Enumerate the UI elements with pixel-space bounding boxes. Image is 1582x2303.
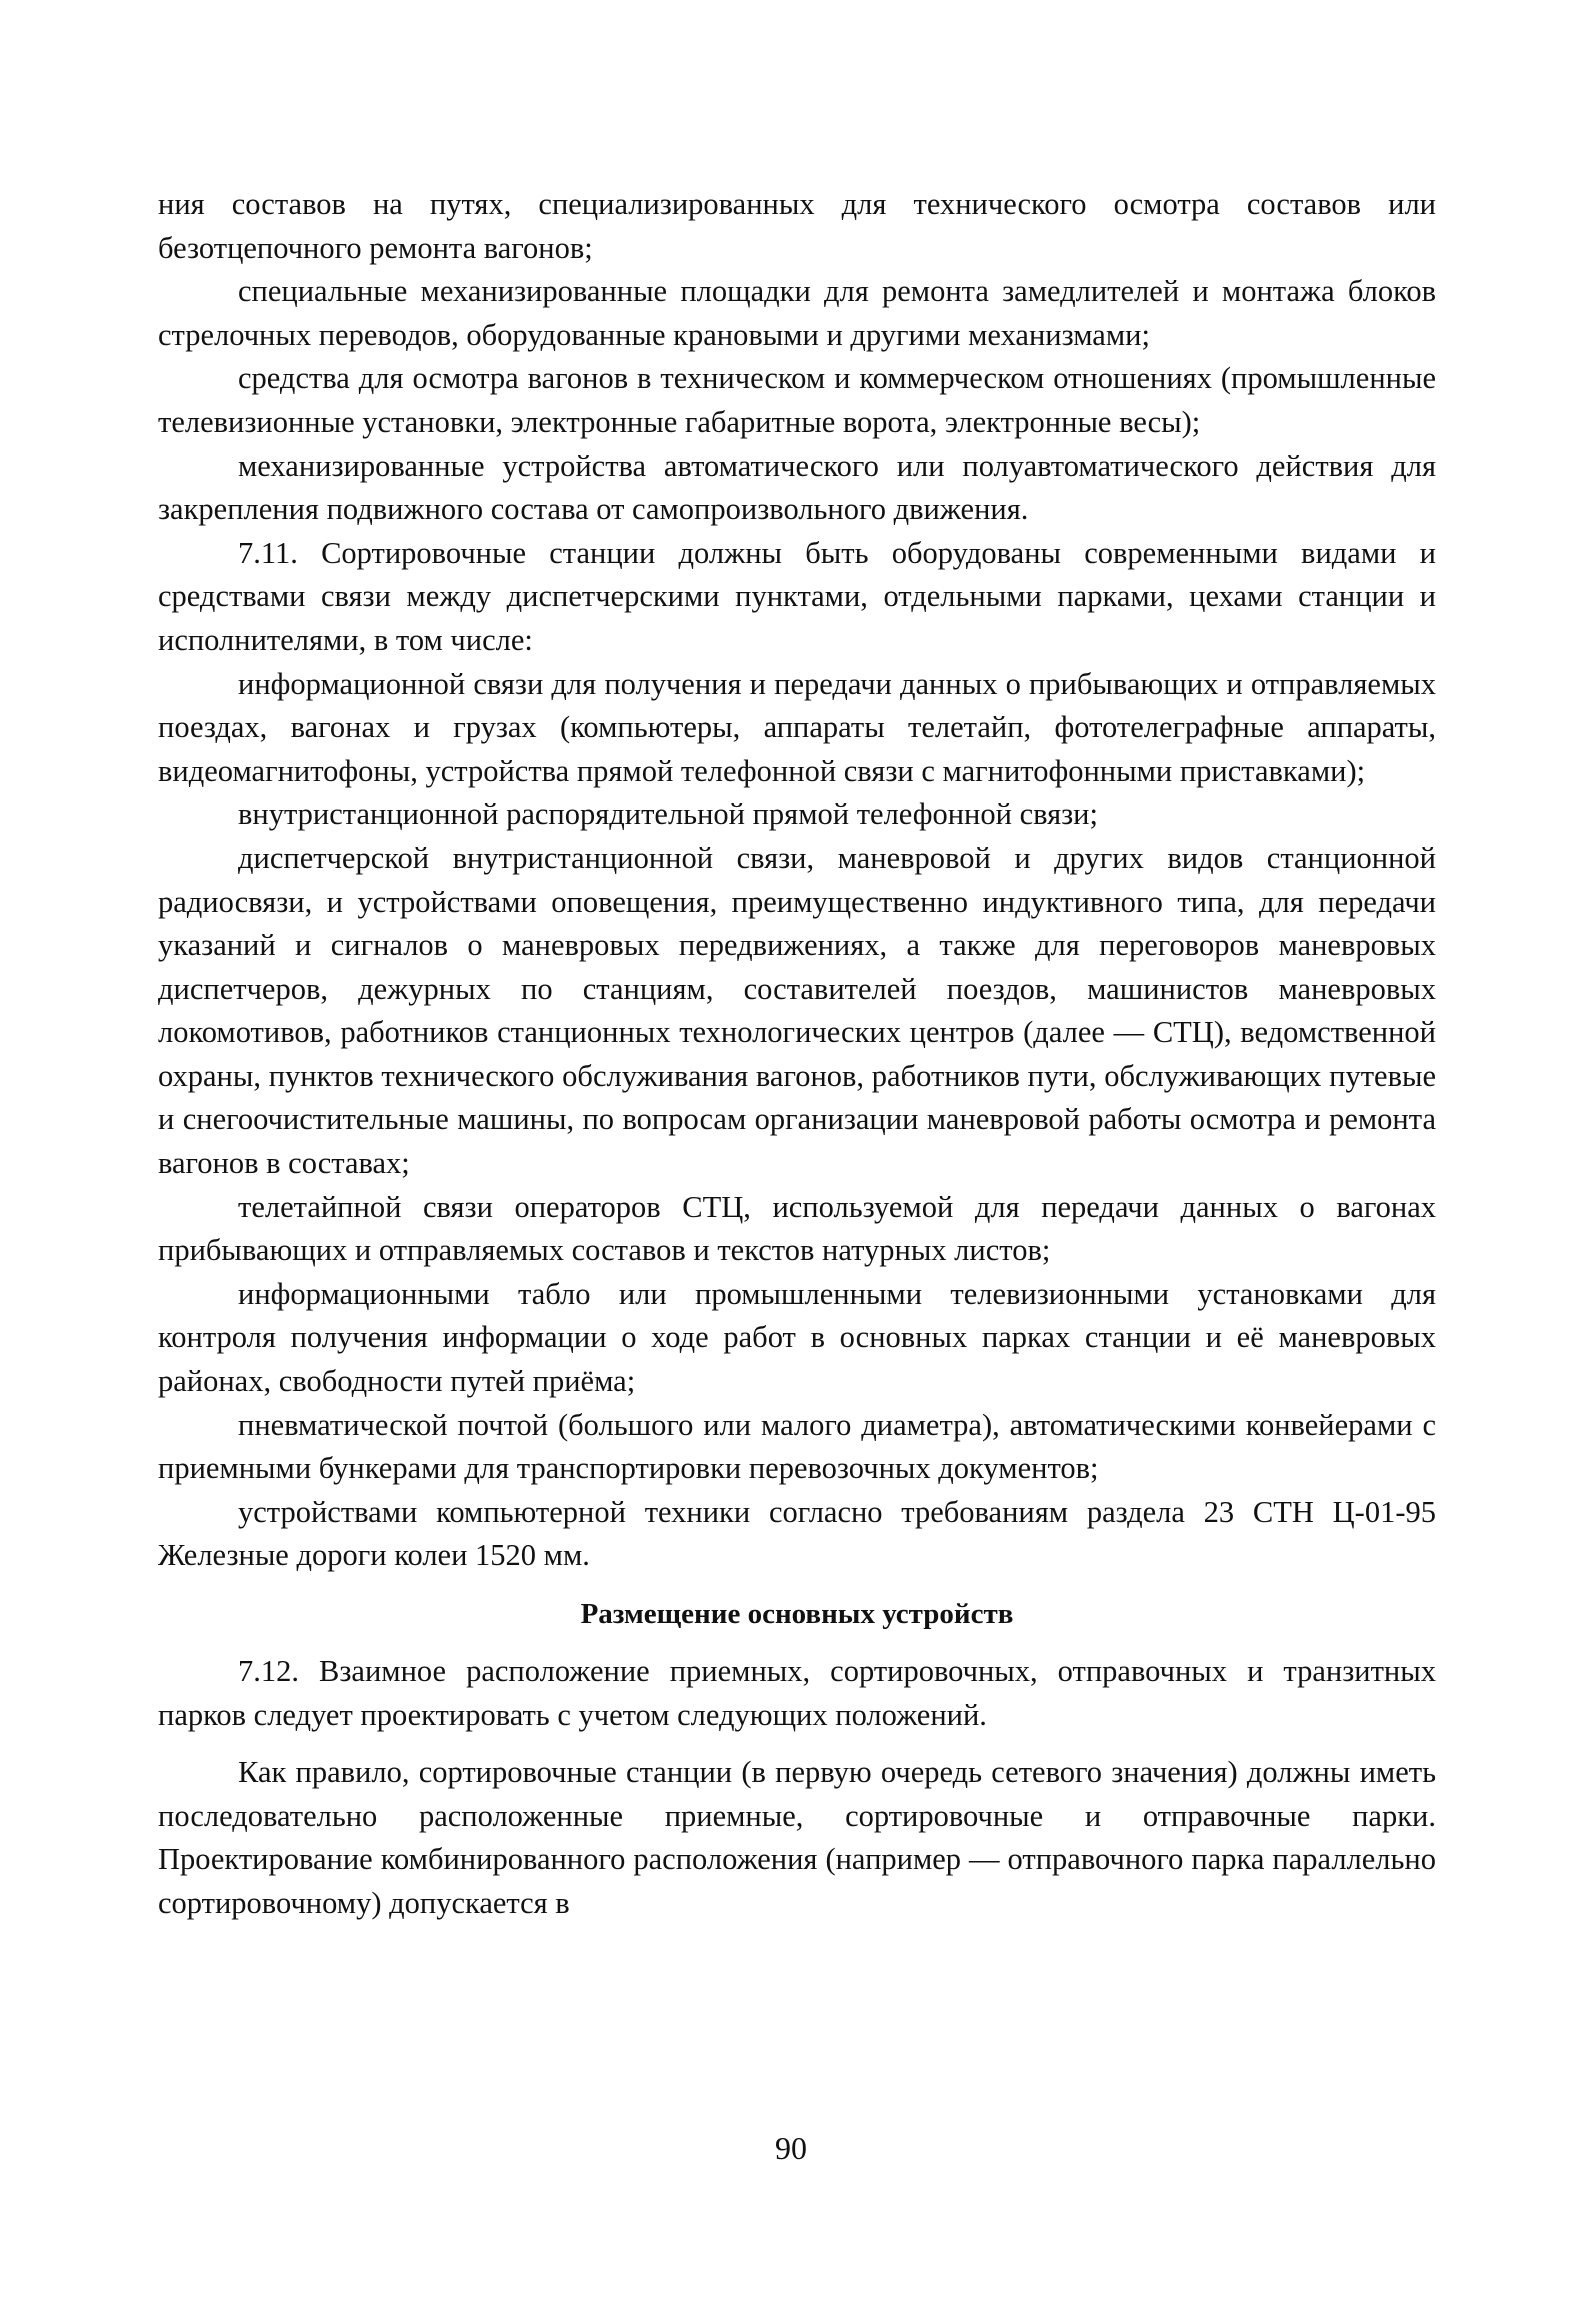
paragraph-list-item: информационной связи для получения и передачи данных о прибывающих и отправляемых поездах, вагонах и грузах (компьютеры, аппараты телетайп, фототелеграфные аппараты, видеомагнитофоны, устройства прямой телефонной связи с магнитофонными приставками); [158,666,1436,788]
paragraph-clause-7-12: 7.12. Взаимное расположение приемных, сортировочных, отправочных и транзитных парков следует проектировать с учетом следующих положений. [158,1654,1436,1732]
paragraph-list-item: механизированные устройства автоматического или полуавтоматического действия для закрепления подвижного состава от самопроизвольного движения. [158,448,1436,527]
paragraph-list-item: телетайпной связи операторов СТЦ, используемой для передачи данных о вагонах прибывающих и отправляемых составов и текстов натурных листов; [158,1189,1436,1268]
paragraph-list-item: пневматической почтой (большого или малого диаметра), автоматическими конвейерами с приемными бункерами для транспортировки перевозочных документов; [158,1407,1436,1486]
paragraph-continuation: ния составов на путях, специализированных для технического осмотра составов или безотцепочного ремонта вагонов; [158,187,1436,265]
paragraph-list-item: диспетчерской внутристанционной связи, маневровой и других видов станционной радиосвязи, и устройствами оповещения, преимущественно индуктивного типа, для передачи указаний и сигналов о маневровых передвижениях, а также для переговоров маневровых диспетчеров, дежурных по станциям, составителей поездов, машинистов маневровых локомотивов, работников станционных технологических центров (далее — СТЦ), ведомственной охраны, пунктов технического обслуживания вагонов, работников пути, обслуживающих путевые и снегоочистительные машины, по вопросам организации маневровой работы осмотра и ремонта вагонов в составах; [158,840,1436,1181]
paragraph-list-item: информационными табло или промышленными телевизионными установками для контроля получения информации о ходе работ в основных парках станции и её маневровых районах, свободности путей приёма; [158,1276,1436,1399]
document-page [158,183,1436,1926]
paragraph-clause-7-11: 7.11. Сортировочные станции должны быть оборудованы современными видами и средствами связи между диспетчерскими пунктами, отдельными парками, цехами станции и исполнителями, в том числе: [158,535,1436,657]
paragraph-list-item: внутристанционной распорядительной прямой телефонной связи; [238,797,1098,832]
paragraph-body: Как правило, сортировочные станции (в первую очередь сетевого значения) должны иметь последовательно расположенные приемные, сортировочные и отправочные парки. Проектирование комбинированного расположения (например — отправочного парка параллельно сортировочному) допускается в [158,1755,1436,1920]
paragraph-list-item: устройствами компьютерной техники согласно требованиям раздела 23 СТН Ц-01-95 Железные дороги колеи 1520 мм. [158,1494,1436,1573]
page-number: 90 [775,2130,807,2166]
paragraph-list-item: средства для осмотра вагонов в техническом и коммерческом отношениях (промышленные телевизионные установки, электронные габаритные ворота, электронные весы); [158,361,1436,439]
section-heading: Размещение основных устройств [580,1598,1014,1630]
paragraph-list-item: специальные механизированные площадки для ремонта замедлителей и монтажа блоков стрелочных переводов, оборудованные крановыми и другими механизмами; [158,274,1436,352]
